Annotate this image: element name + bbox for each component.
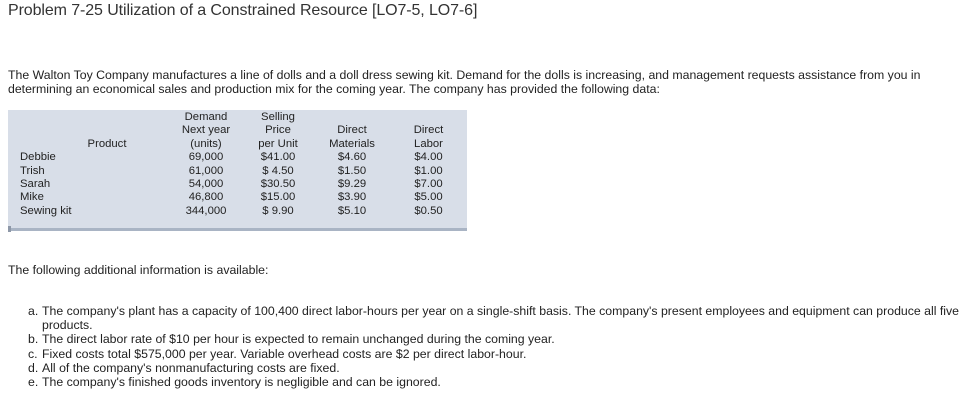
- cell-product: Debbie: [20, 151, 56, 164]
- cell-demand: 61,000: [188, 164, 224, 177]
- list-item-text: All of the company's nonmanufacturing costs are fixed.: [42, 360, 340, 375]
- cell-demand: 69,000: [188, 151, 224, 164]
- table-row: [8, 205, 467, 218]
- cell-price: $ 4.50: [262, 164, 294, 177]
- cell-product: Sarah: [20, 178, 51, 191]
- cell-materials: $1.50: [337, 164, 367, 177]
- list-item: [28, 332, 968, 346]
- cell-price: $41.00: [260, 151, 296, 164]
- list-item: [28, 347, 968, 361]
- cell-materials: $4.60: [337, 151, 367, 164]
- cell-materials: $3.90: [337, 191, 367, 204]
- list-marker: d.: [28, 360, 39, 375]
- cell-labor: $5.00: [414, 191, 443, 204]
- column-header-price: Selling Price per Unit: [258, 111, 298, 150]
- cell-price: $30.50: [260, 178, 296, 191]
- cell-demand: 54,000: [188, 178, 224, 191]
- intro-paragraph: The Walton Toy Company manufactures a line of dolls and a doll dress sewing kit. Demand for the dolls is increasing, and management requests assistance from you in determining an economical sales and production mix for the coming year. The company has provided the following data:: [8, 68, 921, 96]
- page-title: Problem 7-25 Utilization of a Constrained Resource [LO7-5, LO7-6]: [8, 2, 478, 19]
- list-marker: c.: [28, 346, 38, 361]
- list-marker: e.: [28, 375, 39, 390]
- cell-price: $ 9.90: [262, 204, 294, 217]
- data-table-panel: [8, 110, 467, 231]
- list-marker: a.: [28, 304, 39, 318]
- list-item: [28, 361, 968, 375]
- cell-materials: $5.10: [337, 204, 367, 217]
- table-row: [8, 151, 467, 164]
- cell-materials: $9.29: [337, 178, 367, 191]
- cell-labor: $0.50: [414, 204, 443, 217]
- list-item-text: The direct labor rate of $10 per hour is expected to remain unchanged during the coming year.: [42, 332, 555, 347]
- table-header-row: [8, 110, 467, 151]
- list-item: [28, 304, 968, 332]
- cell-demand: 344,000: [185, 204, 227, 217]
- cell-demand: 46,800: [188, 191, 224, 204]
- column-header-labor: Direct Labor: [413, 124, 444, 150]
- list-marker: b.: [28, 332, 39, 347]
- list-item-text: The company's finished goods inventory is negligible and can be ignored.: [42, 375, 441, 390]
- cell-labor: $4.00: [414, 151, 443, 164]
- cell-labor: $7.00: [414, 178, 443, 191]
- cell-product: Trish: [20, 164, 45, 177]
- list-item-text: Fixed costs total $575,000 per year. Variable overhead costs are $2 per direct labor-hour.: [42, 346, 527, 361]
- cell-price: $15.00: [260, 191, 296, 204]
- column-header-demand: Demand Next year (units): [181, 111, 231, 150]
- additional-info-list: [28, 304, 968, 389]
- list-item: [28, 375, 968, 389]
- column-header-product: Product: [87, 137, 127, 150]
- cell-product: Sewing kit: [20, 204, 72, 217]
- additional-info-heading: The following additional information is available:: [8, 263, 269, 277]
- list-item-text: The company's plant has a capacity of 100,400 direct labor-hours per year on a single-shift basis. The company's present employees and equipment can produce all five products.: [42, 304, 960, 333]
- column-header-materials: Direct Materials: [329, 124, 375, 150]
- data-table: [8, 110, 467, 218]
- table-row: [8, 191, 467, 204]
- cell-labor: $1.00: [414, 164, 443, 177]
- table-row: [8, 165, 467, 178]
- cell-product: Mike: [20, 191, 44, 204]
- table-row: [8, 178, 467, 191]
